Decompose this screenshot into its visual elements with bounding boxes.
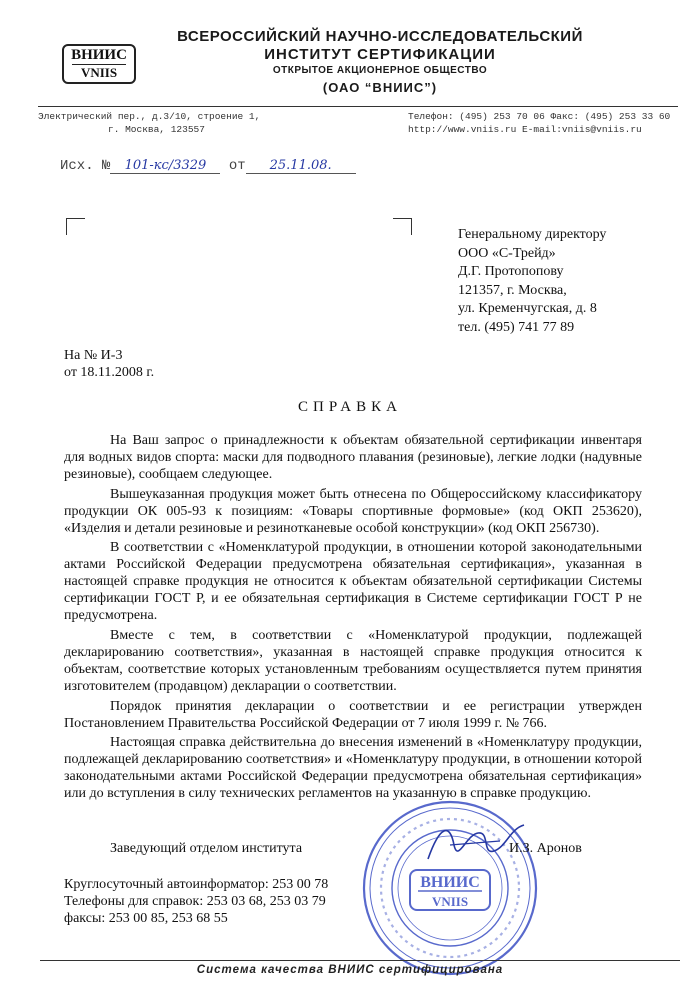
- body-paragraph: В соответствии с «Номенклатурой продукции, в отношении которой законодательными актами Российской Федерации предусмотрена обязательная сертификация», указанная в настоящей справке продукция не относится к объектам обязательной сертификации Системы сертификации ГОСТ Р, и ее обязательная сертификация в Системе сертификации ГОСТ Р не предусмотрена.: [64, 540, 642, 624]
- outgoing-from-label: от: [228, 158, 246, 174]
- footer-quality-note: Система качества ВНИИС сертифицирована: [196, 964, 504, 976]
- reference-date: от 18.11.2008 г.: [64, 365, 155, 380]
- document-title: СПРАВКА: [298, 399, 402, 415]
- recipient-line: 121357, г. Москва,: [458, 282, 567, 298]
- reference-number: На № И-3: [64, 348, 123, 363]
- organization-name: [150, 28, 610, 96]
- body-paragraph: На Ваш запрос о принадлежности к объектам обязательной сертификации инвентаря для водных видов спорта: маски для подводного плавания (резиновые), легкие лодки (надувные резиновые), сообщаем следующее.: [64, 433, 642, 482]
- org-legal-form: ОТКРЫТОЕ АКЦИОНЕРНОЕ ОБЩЕСТВО: [272, 65, 488, 76]
- logo-text-top: ВНИИС: [71, 47, 127, 63]
- vniis-logo: [62, 44, 136, 84]
- contact-block: [408, 110, 698, 136]
- recipient-line: ООО «С-Трейд»: [458, 245, 556, 261]
- outgoing-date: 25.11.08.: [246, 158, 356, 174]
- org-name-line1: ВСЕРОССИЙСКИЙ НАУЧНО-ИССЛЕДОВАТЕЛЬСКИЙ: [177, 28, 583, 45]
- address-line1: Электрический пер., д.3/10, строение 1,: [38, 111, 261, 122]
- recipient-block: [458, 226, 688, 338]
- fax-line: факсы: 253 00 85, 253 68 55: [64, 911, 228, 926]
- phone-fax-line: Телефон: (495) 253 70 06 Факс: (495) 253 33 60: [408, 111, 671, 122]
- outgoing-number: 101-кс/3329: [110, 158, 220, 174]
- recipient-line: тел. (495) 741 77 89: [458, 319, 575, 335]
- corner-mark-left: [66, 218, 85, 235]
- body-paragraph: Настоящая справка действительна до внесения изменений в «Номенклатуру продукции, подлежащей декларированию соответствия» и «Номенклатуру продукции, в отношении которой законодательными актами Российской Федерации предусмотрена обязательная сертификация» или до вступления в силу технических регламентов на указанную в справке продукцию.: [64, 735, 642, 802]
- outgoing-prefix: Исх. №: [60, 158, 111, 174]
- info-phones: [64, 876, 328, 927]
- recipient-line: Д.Г. Протопопову: [458, 264, 564, 280]
- outgoing-number-line: [60, 158, 356, 174]
- body-paragraph: Вышеуказанная продукция может быть отнесена по Общероссийскому классификатору продукции ОК 005-93 к позициям: «Товары спортивные формовые» (код ОКП 253620), «Изделия и детали резиновые и резинотканевые особой конструкции» (код ОКП 256730).: [64, 486, 642, 536]
- org-short-name: (ОАО “ВНИИС”): [322, 80, 438, 95]
- footer-divider: [40, 960, 680, 961]
- document-body: [64, 433, 642, 806]
- autoinformer-line: Круглосуточный автоинформатор: 253 00 78: [64, 877, 329, 892]
- web-email-line: http://www.vniis.ru E-mail:vniis@vniis.ru: [408, 124, 642, 135]
- body-paragraph: Вместе с тем, в соответствии с «Номенклатурой продукции, подлежащей декларированию соответствия», указанная в настоящей справке продукция относится к объектам, соответствие которых установленным требованиям осуществляется путем принятия изготовителем (продавцом) декларации о соответствии.: [64, 627, 642, 694]
- logo-text-bottom: VNIIS: [72, 64, 126, 80]
- body-paragraph: Порядок принятия декларации о соответствии и ее регистрации утвержден Постановлением Правительства Российской Федерации от 7 июля 1999 г. № 766.: [64, 698, 642, 731]
- header-divider: [38, 106, 678, 107]
- address-line2: г. Москва, 123557: [108, 124, 205, 135]
- reference-block: [64, 347, 154, 381]
- recipient-line: Генеральному директору: [458, 227, 607, 242]
- corner-mark-right: [393, 218, 412, 235]
- org-name-line2: ИНСТИТУТ СЕРТИФИКАЦИИ: [264, 46, 496, 63]
- inquiry-phones-line: Телефоны для справок: 253 03 68, 253 03 79: [64, 894, 326, 909]
- recipient-line: ул. Кременчугская, д. 8: [458, 301, 597, 317]
- stamp-text-bottom: VNIIS: [431, 894, 469, 909]
- signer-position: Заведующий отделом института: [110, 841, 303, 856]
- stamp-text-top: ВНИИС: [420, 874, 480, 891]
- address-block: [38, 110, 278, 136]
- signer-name: И.З. Аронов: [509, 841, 582, 856]
